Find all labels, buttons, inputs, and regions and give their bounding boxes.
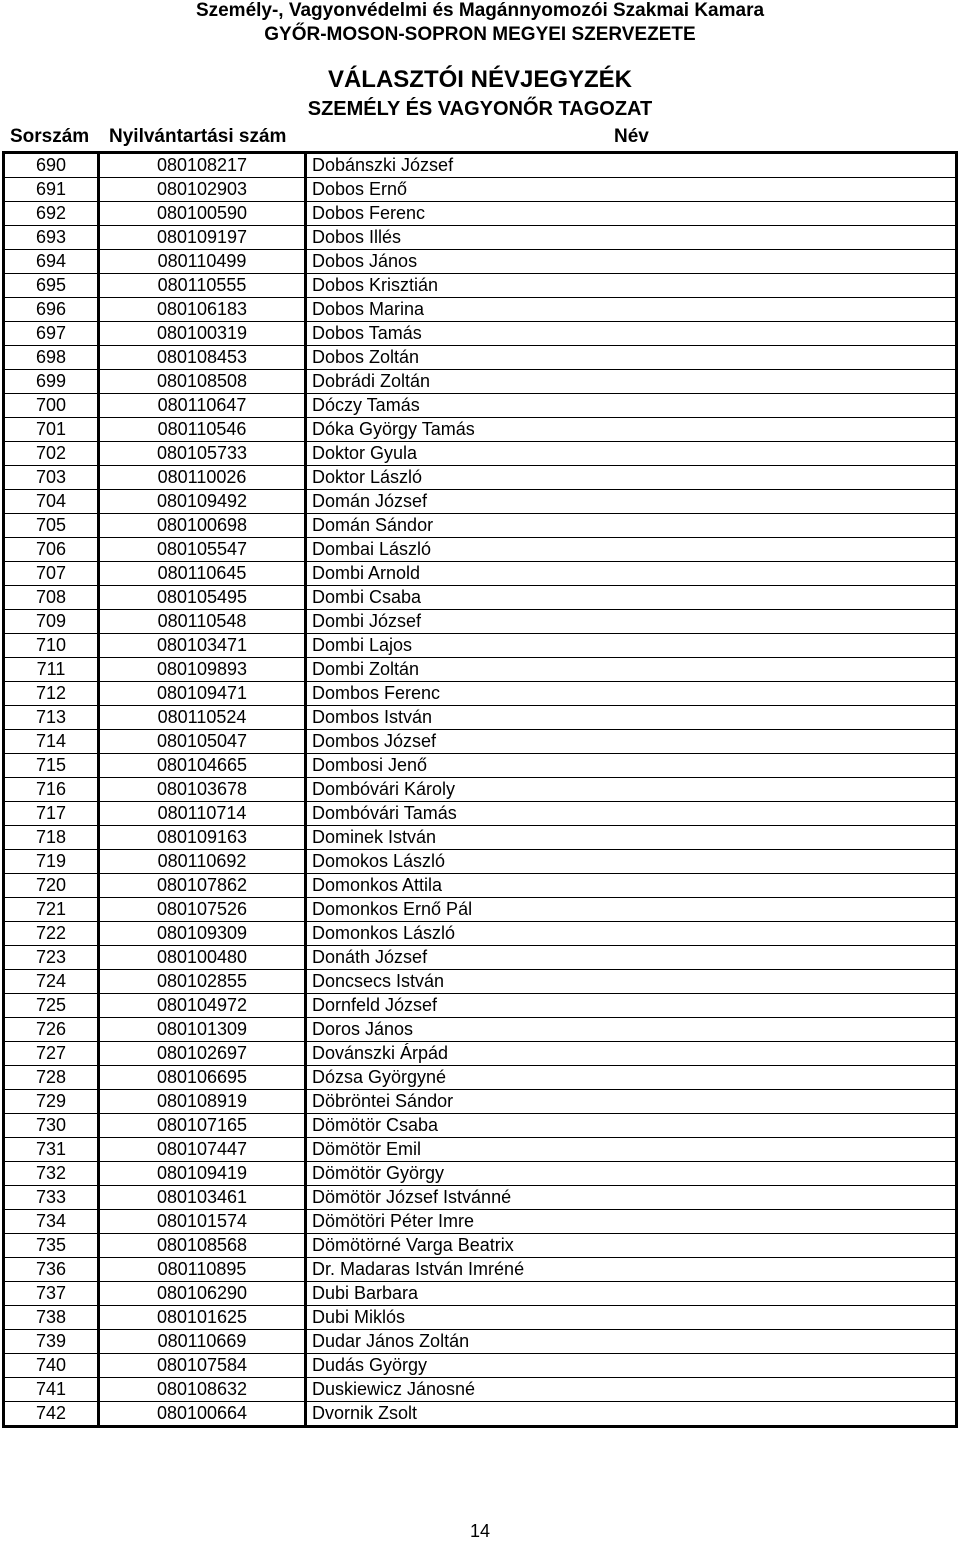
table-row	[4, 250, 957, 274]
row-sorszam: 694	[4, 250, 99, 274]
table-row	[4, 1354, 957, 1378]
row-sorszam: 738	[4, 1306, 99, 1330]
row-nev: Duskiewicz Jánosné	[306, 1378, 957, 1402]
row-nyilvantartasi-szam: 080110714	[99, 802, 306, 826]
row-nyilvantartasi-szam: 080100590	[99, 202, 306, 226]
row-nev: Dobánszki József	[306, 153, 957, 178]
row-nev: Dombi Csaba	[306, 586, 957, 610]
row-nyilvantartasi-szam: 080108919	[99, 1090, 306, 1114]
row-sorszam: 739	[4, 1330, 99, 1354]
row-nyilvantartasi-szam: 080109893	[99, 658, 306, 682]
row-nyilvantartasi-szam: 080110548	[99, 610, 306, 634]
row-sorszam: 733	[4, 1186, 99, 1210]
table-row	[4, 562, 957, 586]
table-row	[4, 1090, 957, 1114]
row-sorszam: 711	[4, 658, 99, 682]
row-sorszam: 698	[4, 346, 99, 370]
row-nev: Dömötöri Péter Imre	[306, 1210, 957, 1234]
row-sorszam: 693	[4, 226, 99, 250]
table-row	[4, 1162, 957, 1186]
row-nev: Domokos László	[306, 850, 957, 874]
row-sorszam: 709	[4, 610, 99, 634]
row-nev: Döbröntei Sándor	[306, 1090, 957, 1114]
row-sorszam: 719	[4, 850, 99, 874]
row-nyilvantartasi-szam: 080104972	[99, 994, 306, 1018]
row-sorszam: 690	[4, 153, 99, 178]
row-nyilvantartasi-szam: 080103471	[99, 634, 306, 658]
row-nyilvantartasi-szam: 080109471	[99, 682, 306, 706]
row-sorszam: 718	[4, 826, 99, 850]
row-nyilvantartasi-szam: 080103461	[99, 1186, 306, 1210]
row-nev: Domonkos Attila	[306, 874, 957, 898]
row-nev: Dobos Ferenc	[306, 202, 957, 226]
table-row	[4, 1306, 957, 1330]
table-row	[4, 802, 957, 826]
table-row	[4, 1402, 957, 1427]
column-header-nyilvantartasi-szam: Nyilvántartási szám	[109, 126, 287, 147]
table-row	[4, 178, 957, 202]
table-row	[4, 1258, 957, 1282]
row-nev: Dóka György Tamás	[306, 418, 957, 442]
row-nyilvantartasi-szam: 080109309	[99, 922, 306, 946]
page-number: 14	[469, 1521, 491, 1541]
row-sorszam: 699	[4, 370, 99, 394]
row-sorszam: 730	[4, 1114, 99, 1138]
table-row	[4, 346, 957, 370]
row-nyilvantartasi-szam: 080110647	[99, 394, 306, 418]
row-nyilvantartasi-szam: 080108632	[99, 1378, 306, 1402]
row-sorszam: 706	[4, 538, 99, 562]
table-row	[4, 394, 957, 418]
table-row	[4, 1018, 957, 1042]
row-nyilvantartasi-szam: 080108453	[99, 346, 306, 370]
table-row	[4, 682, 957, 706]
row-nev: Dovánszki Árpád	[306, 1042, 957, 1066]
row-nyilvantartasi-szam: 080106695	[99, 1066, 306, 1090]
table-row	[4, 1042, 957, 1066]
row-nyilvantartasi-szam: 080110669	[99, 1330, 306, 1354]
table-row	[4, 466, 957, 490]
table-row	[4, 610, 957, 634]
row-nev: Domonkos Ernő Pál	[306, 898, 957, 922]
row-nyilvantartasi-szam: 080106183	[99, 298, 306, 322]
row-sorszam: 735	[4, 1234, 99, 1258]
row-nyilvantartasi-szam: 080102855	[99, 970, 306, 994]
row-nev: Dobos János	[306, 250, 957, 274]
table-row	[4, 994, 957, 1018]
row-nev: Dobos Tamás	[306, 322, 957, 346]
table-row	[4, 298, 957, 322]
table-row	[4, 1234, 957, 1258]
table-row	[4, 946, 957, 970]
table-row	[4, 538, 957, 562]
table-row	[4, 1138, 957, 1162]
row-nyilvantartasi-szam: 080110645	[99, 562, 306, 586]
row-nev: Dobos Marina	[306, 298, 957, 322]
table-row	[4, 658, 957, 682]
row-nev: Dózsa Györgyné	[306, 1066, 957, 1090]
row-nyilvantartasi-szam: 080110692	[99, 850, 306, 874]
row-nev: Doktor László	[306, 466, 957, 490]
row-sorszam: 708	[4, 586, 99, 610]
table-row	[4, 1186, 957, 1210]
row-nyilvantartasi-szam: 080105547	[99, 538, 306, 562]
row-sorszam: 717	[4, 802, 99, 826]
row-sorszam: 725	[4, 994, 99, 1018]
row-sorszam: 713	[4, 706, 99, 730]
row-nyilvantartasi-szam: 080108508	[99, 370, 306, 394]
row-nev: Doncsecs István	[306, 970, 957, 994]
row-sorszam: 734	[4, 1210, 99, 1234]
row-sorszam: 737	[4, 1282, 99, 1306]
row-nyilvantartasi-szam: 080106290	[99, 1282, 306, 1306]
row-nyilvantartasi-szam: 080107447	[99, 1138, 306, 1162]
row-nyilvantartasi-szam: 080103678	[99, 778, 306, 802]
row-sorszam: 721	[4, 898, 99, 922]
row-nyilvantartasi-szam: 080100319	[99, 322, 306, 346]
row-nyilvantartasi-szam: 080107862	[99, 874, 306, 898]
table-row	[4, 370, 957, 394]
row-nev: Dömötör Csaba	[306, 1114, 957, 1138]
row-nyilvantartasi-szam: 080109163	[99, 826, 306, 850]
table-row	[4, 202, 957, 226]
table-row	[4, 730, 957, 754]
row-sorszam: 722	[4, 922, 99, 946]
row-sorszam: 691	[4, 178, 99, 202]
row-nev: Dobos Zoltán	[306, 346, 957, 370]
row-sorszam: 703	[4, 466, 99, 490]
row-nyilvantartasi-szam: 080110895	[99, 1258, 306, 1282]
row-nev: Dombi Lajos	[306, 634, 957, 658]
row-nev: Dobos Ernő	[306, 178, 957, 202]
row-sorszam: 696	[4, 298, 99, 322]
row-nev: Dobrádi Zoltán	[306, 370, 957, 394]
row-nyilvantartasi-szam: 080101309	[99, 1018, 306, 1042]
row-nev: Dombi Arnold	[306, 562, 957, 586]
row-nyilvantartasi-szam: 080107526	[99, 898, 306, 922]
table-row	[4, 442, 957, 466]
row-nev: Dr. Madaras István Imréné	[306, 1258, 957, 1282]
row-nev: Dombai László	[306, 538, 957, 562]
row-sorszam: 736	[4, 1258, 99, 1282]
row-sorszam: 704	[4, 490, 99, 514]
row-nev: Dudar János Zoltán	[306, 1330, 957, 1354]
row-sorszam: 724	[4, 970, 99, 994]
row-sorszam: 705	[4, 514, 99, 538]
row-nev: Dombóvári Károly	[306, 778, 957, 802]
table-row	[4, 1066, 957, 1090]
table-row	[4, 634, 957, 658]
column-header-nev: Név	[614, 126, 649, 147]
row-nyilvantartasi-szam: 080108217	[99, 153, 306, 178]
row-sorszam: 723	[4, 946, 99, 970]
row-nev: Doktor Gyula	[306, 442, 957, 466]
row-nev: Dombóvári Tamás	[306, 802, 957, 826]
row-sorszam: 731	[4, 1138, 99, 1162]
row-nyilvantartasi-szam: 080110546	[99, 418, 306, 442]
row-nyilvantartasi-szam: 080110524	[99, 706, 306, 730]
row-sorszam: 692	[4, 202, 99, 226]
row-nyilvantartasi-szam: 080100698	[99, 514, 306, 538]
row-nev: Dudás György	[306, 1354, 957, 1378]
row-nev: Dobos Illés	[306, 226, 957, 250]
row-nev: Dömötör György	[306, 1162, 957, 1186]
row-sorszam: 742	[4, 1402, 99, 1427]
row-sorszam: 695	[4, 274, 99, 298]
row-sorszam: 710	[4, 634, 99, 658]
row-nev: Doros János	[306, 1018, 957, 1042]
table-row	[4, 874, 957, 898]
table-row	[4, 970, 957, 994]
row-nyilvantartasi-szam: 080105733	[99, 442, 306, 466]
row-nev: Dombos István	[306, 706, 957, 730]
table-row	[4, 274, 957, 298]
row-nyilvantartasi-szam: 080110555	[99, 274, 306, 298]
table-row	[4, 826, 957, 850]
row-nev: Dombi Zoltán	[306, 658, 957, 682]
table-body	[4, 153, 957, 1427]
row-nyilvantartasi-szam: 080105495	[99, 586, 306, 610]
row-nyilvantartasi-szam: 080105047	[99, 730, 306, 754]
row-nyilvantartasi-szam: 080109197	[99, 226, 306, 250]
row-sorszam: 728	[4, 1066, 99, 1090]
row-nev: Dombi József	[306, 610, 957, 634]
table-row	[4, 778, 957, 802]
row-nyilvantartasi-szam: 080109419	[99, 1162, 306, 1186]
row-nev: Dömötörné Varga Beatrix	[306, 1234, 957, 1258]
organization-name: Személy-, Vagyonvédelmi és Magánnyomozói Szakmai Kamara	[195, 0, 765, 21]
row-sorszam: 720	[4, 874, 99, 898]
row-nev: Dubi Miklós	[306, 1306, 957, 1330]
table-row	[4, 922, 957, 946]
row-sorszam: 716	[4, 778, 99, 802]
row-nev: Dombosi Jenő	[306, 754, 957, 778]
table-row	[4, 1114, 957, 1138]
table-row	[4, 1282, 957, 1306]
row-nev: Dombos József	[306, 730, 957, 754]
column-header-row	[2, 122, 958, 151]
row-sorszam: 715	[4, 754, 99, 778]
table-row	[4, 226, 957, 250]
row-nev: Domán József	[306, 490, 957, 514]
table-row	[4, 754, 957, 778]
row-nyilvantartasi-szam: 080102903	[99, 178, 306, 202]
table-row	[4, 1210, 957, 1234]
row-nyilvantartasi-szam: 080107165	[99, 1114, 306, 1138]
organization-branch: GYŐR-MOSON-SOPRON MEGYEI SZERVEZETE	[264, 24, 696, 45]
row-sorszam: 741	[4, 1378, 99, 1402]
row-nyilvantartasi-szam: 080110026	[99, 466, 306, 490]
row-nev: Donáth József	[306, 946, 957, 970]
table-row	[4, 1330, 957, 1354]
table-row	[4, 490, 957, 514]
row-nyilvantartasi-szam: 080107584	[99, 1354, 306, 1378]
row-nev: Dobos Krisztián	[306, 274, 957, 298]
row-nyilvantartasi-szam: 080101625	[99, 1306, 306, 1330]
row-nev: Dvornik Zsolt	[306, 1402, 957, 1427]
table-row	[4, 586, 957, 610]
row-nyilvantartasi-szam: 080104665	[99, 754, 306, 778]
document-title: VÁLASZTÓI NÉVJEGYZÉK	[327, 66, 633, 93]
row-nyilvantartasi-szam: 080102697	[99, 1042, 306, 1066]
row-nev: Dóczy Tamás	[306, 394, 957, 418]
row-sorszam: 701	[4, 418, 99, 442]
row-nev: Domonkos László	[306, 922, 957, 946]
row-nyilvantartasi-szam: 080101574	[99, 1210, 306, 1234]
row-nev: Dombos Ferenc	[306, 682, 957, 706]
row-nyilvantartasi-szam: 080108568	[99, 1234, 306, 1258]
row-nyilvantartasi-szam: 080110499	[99, 250, 306, 274]
row-sorszam: 700	[4, 394, 99, 418]
row-sorszam: 707	[4, 562, 99, 586]
row-nev: Dornfeld József	[306, 994, 957, 1018]
row-nev: Dömötör József Istvánné	[306, 1186, 957, 1210]
row-sorszam: 714	[4, 730, 99, 754]
row-sorszam: 727	[4, 1042, 99, 1066]
voter-register-table	[2, 151, 958, 1428]
row-nyilvantartasi-szam: 080109492	[99, 490, 306, 514]
row-sorszam: 702	[4, 442, 99, 466]
table-row	[4, 514, 957, 538]
column-header-sorszam: Sorszám	[10, 126, 90, 147]
row-nev: Dubi Barbara	[306, 1282, 957, 1306]
row-sorszam: 712	[4, 682, 99, 706]
row-sorszam: 729	[4, 1090, 99, 1114]
table-row	[4, 322, 957, 346]
table-row	[4, 706, 957, 730]
row-sorszam: 740	[4, 1354, 99, 1378]
table-row	[4, 1378, 957, 1402]
row-nev: Dömötör Emil	[306, 1138, 957, 1162]
row-sorszam: 697	[4, 322, 99, 346]
table-row	[4, 898, 957, 922]
table-row	[4, 850, 957, 874]
row-sorszam: 732	[4, 1162, 99, 1186]
row-nev: Domán Sándor	[306, 514, 957, 538]
row-nev: Dominek István	[306, 826, 957, 850]
row-sorszam: 726	[4, 1018, 99, 1042]
table-row	[4, 153, 957, 178]
document-subtitle: SZEMÉLY ÉS VAGYONŐR TAGOZAT	[307, 98, 653, 120]
table-row	[4, 418, 957, 442]
row-nyilvantartasi-szam: 080100480	[99, 946, 306, 970]
row-nyilvantartasi-szam: 080100664	[99, 1402, 306, 1427]
